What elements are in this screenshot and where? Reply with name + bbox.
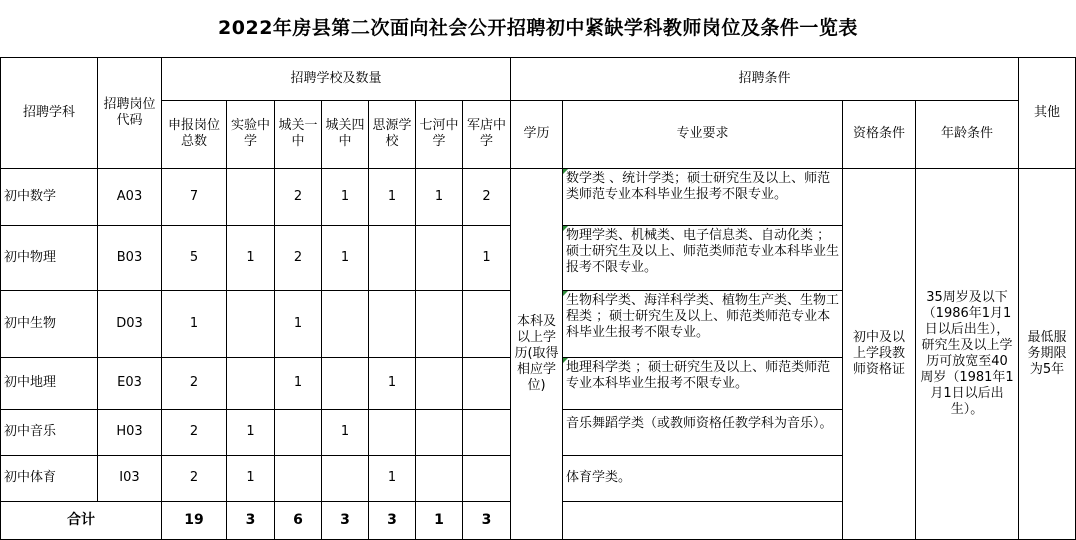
count-cell — [463, 409, 511, 455]
count-cell: 1 — [275, 290, 322, 357]
count-cell — [416, 290, 463, 357]
major-cell: 音乐舞蹈学类（或教师资格任教学科为音乐）。 — [563, 409, 843, 455]
count-cell — [416, 409, 463, 455]
post-code-cell: I03 — [98, 455, 162, 501]
count-cell: 1 — [322, 168, 369, 225]
major-cell: 生物科学类、海洋科学类、植物生产类、生物工程类 ；硕士研究生及以上、师范类师范专业本科毕业生报考不限专业。 — [563, 290, 843, 357]
total-posts-cell: 2 — [162, 357, 227, 409]
totals-label: 合计 — [1, 501, 162, 539]
count-cell — [369, 290, 416, 357]
subject-cell: 初中生物 — [1, 290, 98, 357]
count-cell: 1 — [416, 168, 463, 225]
count-cell: 1 — [227, 225, 275, 290]
qualification-cell: 初中及以上学段教师资格证 — [843, 168, 916, 539]
post-code-cell: D03 — [98, 290, 162, 357]
post-code-cell: E03 — [98, 357, 162, 409]
count-cell — [369, 225, 416, 290]
header-other: 其他 — [1019, 57, 1076, 168]
header-school-1: 实验中学 — [227, 100, 275, 168]
totals-count: 3 — [369, 501, 416, 539]
total-posts-cell: 2 — [162, 455, 227, 501]
major-cell: 地理科学类 ；硕士研究生及以上、师范类师范专业本科毕业生报考不限专业。 — [563, 357, 843, 409]
header-qualification: 资格条件 — [843, 100, 916, 168]
totals-count: 3 — [322, 501, 369, 539]
count-cell: 1 — [369, 357, 416, 409]
count-cell — [463, 455, 511, 501]
header-schools-group: 招聘学校及数量 — [162, 57, 511, 100]
subject-cell: 初中体育 — [1, 455, 98, 501]
count-cell: 2 — [463, 168, 511, 225]
count-cell: 1 — [227, 409, 275, 455]
count-cell — [463, 357, 511, 409]
age-cell: 35周岁及以下（1986年1月1日以后出生），研究生及以上学历可放宽至40周岁（1981年1月1日以后出生）。 — [916, 168, 1019, 539]
totals-count: 1 — [416, 501, 463, 539]
subject-cell: 初中数学 — [1, 168, 98, 225]
post-code-cell: A03 — [98, 168, 162, 225]
count-cell — [227, 168, 275, 225]
count-cell: 2 — [275, 168, 322, 225]
post-code-cell: H03 — [98, 409, 162, 455]
count-cell: 1 — [227, 455, 275, 501]
total-posts-cell: 5 — [162, 225, 227, 290]
other-cell: 最低服务期限为5年 — [1019, 168, 1076, 539]
count-cell — [322, 290, 369, 357]
total-posts-cell: 7 — [162, 168, 227, 225]
count-cell: 1 — [369, 168, 416, 225]
count-cell — [227, 357, 275, 409]
header-school-5: 七河中学 — [416, 100, 463, 168]
count-cell: 1 — [322, 225, 369, 290]
count-cell: 1 — [369, 455, 416, 501]
total-posts-cell: 2 — [162, 409, 227, 455]
totals-total: 19 — [162, 501, 227, 539]
post-code-cell: B03 — [98, 225, 162, 290]
header-total-posts: 申报岗位总数 — [162, 100, 227, 168]
education-cell: 本科及以上学历(取得相应学位) — [511, 168, 563, 539]
count-cell — [275, 455, 322, 501]
count-cell: 2 — [275, 225, 322, 290]
count-cell — [227, 290, 275, 357]
total-posts-cell: 1 — [162, 290, 227, 357]
count-cell: 1 — [463, 225, 511, 290]
header-subject: 招聘学科 — [1, 57, 98, 168]
totals-count: 6 — [275, 501, 322, 539]
totals-major-empty — [563, 501, 843, 539]
count-cell — [416, 455, 463, 501]
count-cell: 1 — [322, 409, 369, 455]
subject-cell: 初中物理 — [1, 225, 98, 290]
count-cell — [275, 409, 322, 455]
header-conditions-group: 招聘条件 — [511, 57, 1019, 100]
major-cell: 数学类 、统计学类；硕士研究生及以上、师范类师范专业本科毕业生报考不限专业。 — [563, 168, 843, 225]
subject-cell: 初中地理 — [1, 357, 98, 409]
count-cell — [463, 290, 511, 357]
major-cell: 物理学类、机械类、电子信息类、自动化类 ；硕士研究生及以上、师范类师范专业本科毕业生报考不限专业。 — [563, 225, 843, 290]
header-school-3: 城关四中 — [322, 100, 369, 168]
count-cell — [322, 357, 369, 409]
totals-count: 3 — [227, 501, 275, 539]
subject-cell: 初中音乐 — [1, 409, 98, 455]
header-age: 年龄条件 — [916, 100, 1019, 168]
count-cell — [322, 455, 369, 501]
count-cell — [416, 225, 463, 290]
major-cell: 体育学类。 — [563, 455, 843, 501]
header-school-6: 军店中学 — [463, 100, 511, 168]
count-cell — [416, 357, 463, 409]
totals-count: 3 — [463, 501, 511, 539]
table-row — [1, 168, 1076, 225]
page-title: 2022年房县第二次面向社会公开招聘初中紧缺学科教师岗位及条件一览表 — [1, 0, 1076, 57]
header-post-code: 招聘岗位代码 — [98, 57, 162, 168]
header-major: 专业要求 — [563, 100, 843, 168]
header-school-2: 城关一中 — [275, 100, 322, 168]
count-cell — [369, 409, 416, 455]
header-school-4: 思源学校 — [369, 100, 416, 168]
header-education: 学历 — [511, 100, 563, 168]
count-cell: 1 — [275, 357, 322, 409]
